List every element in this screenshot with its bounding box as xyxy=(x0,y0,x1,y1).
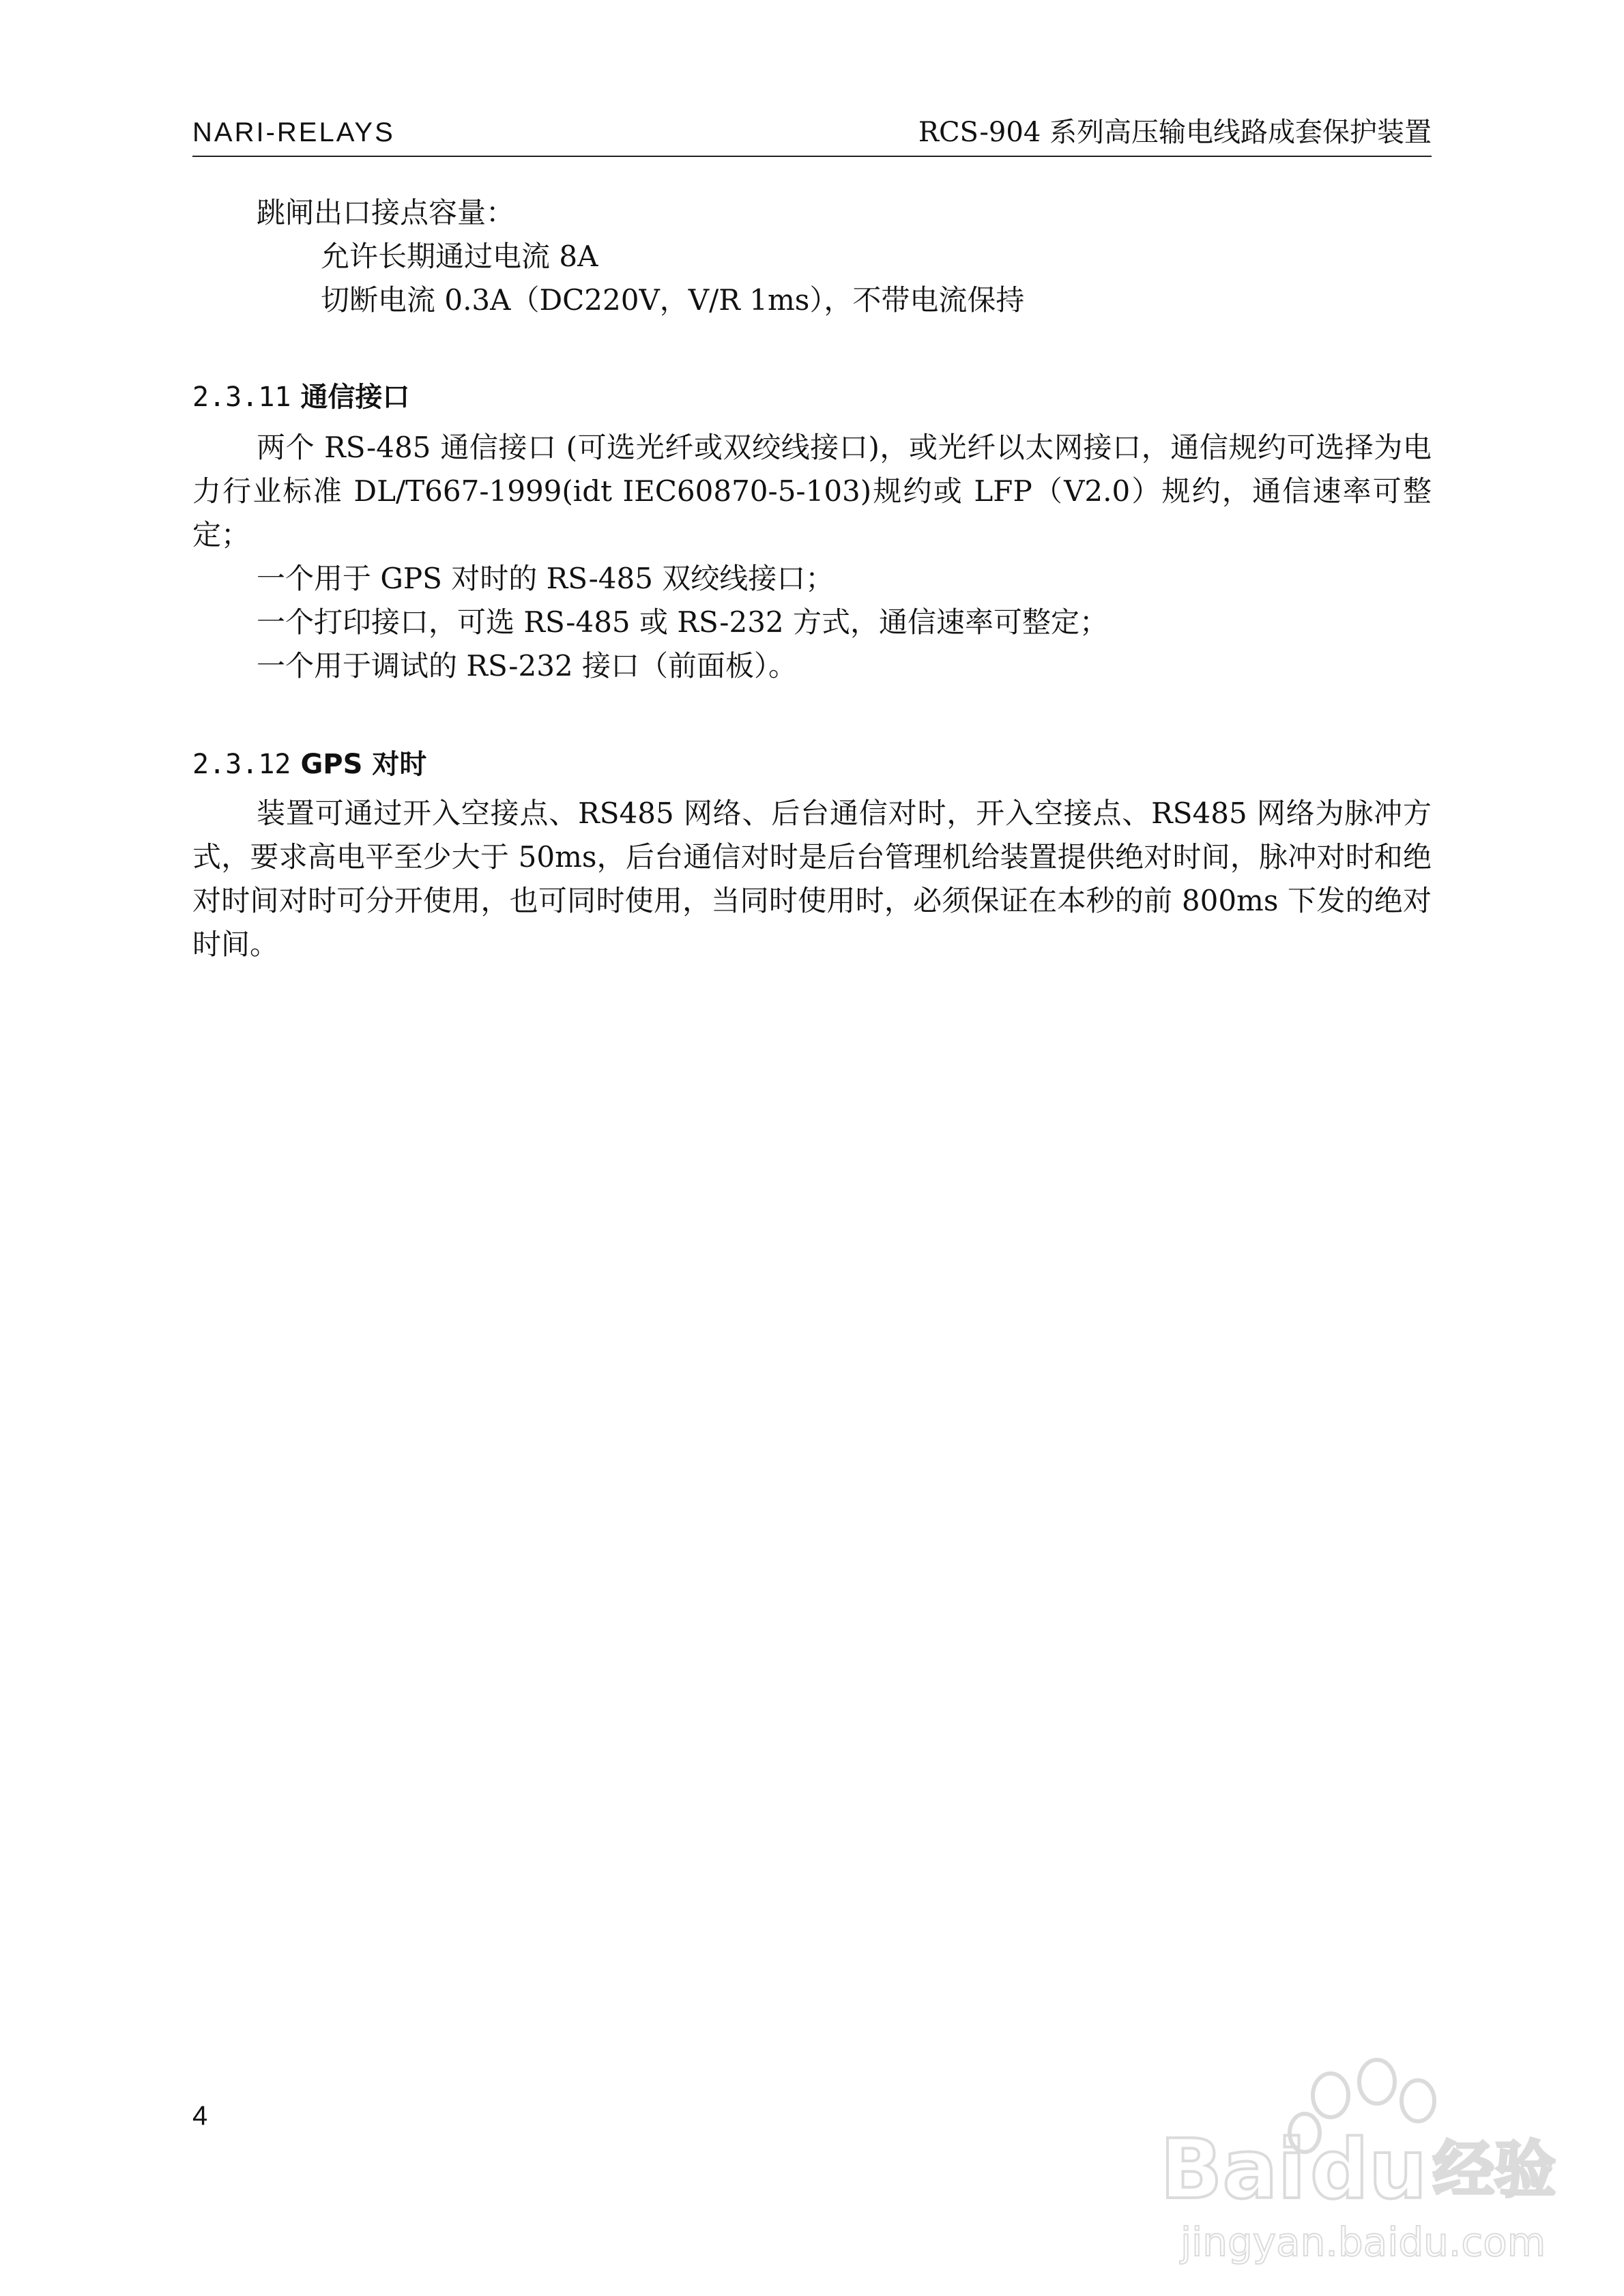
comm-item: 一个打印接口，可选 RS-485 或 RS-232 方式，通信速率可整定； xyxy=(257,605,1108,639)
trip-contact-item: 切断电流 0.3A（DC220V，V/R 1ms），不带电流保持 xyxy=(321,283,1025,317)
header-company: NARI-RELAYS xyxy=(192,117,395,147)
section-heading-gps xyxy=(192,744,426,785)
section-heading-comm xyxy=(192,377,409,418)
comm-item: 一个用于调试的 RS-232 接口（前面板）。 xyxy=(257,649,797,683)
svg-text:Bai: Bai xyxy=(1160,2123,1306,2218)
section-number: 2.3.11 xyxy=(192,382,291,413)
trip-contact-item: 允许长期通过电流 8A xyxy=(321,240,598,273)
comm-item: 一个用于 GPS 对时的 RS-485 双绞线接口； xyxy=(257,562,835,595)
header-divider xyxy=(192,156,1432,157)
section-title: GPS 对时 xyxy=(300,749,427,780)
baidu-watermark-logo xyxy=(1160,2048,1569,2273)
trip-contact-title: 跳闸出口接点容量： xyxy=(257,196,515,229)
section-number: 2.3.12 xyxy=(192,749,291,780)
gps-paragraph: 装置可通过开入空接点、RS485 网络、后台通信对时，开入空接点、RS485 网络为脉冲方式，要求高电平至少大于 50ms，后台通信对时是后台管理机给装置提供绝对时间，脉冲对时和绝对时间对时可分开使用，也可同时使用，当同时使用时，必须保证在本秒的前 800ms 下发的绝对时间。 xyxy=(192,797,1432,961)
section-title: 通信接口 xyxy=(300,382,410,413)
svg-text:经验: 经验 xyxy=(1433,2134,1556,2206)
comm-paragraph: 两个 RS-485 通信接口 (可选光纤或双绞线接口)，或光纤以太网接口，通信规约可选择为电力行业标准 DL/T667-1999(idt IEC60870-5-103)规约或 LFP（V2.0）规约，通信速率可整定； xyxy=(192,431,1432,551)
svg-text:du: du xyxy=(1310,2123,1427,2218)
header-document-title: RCS-904 系列高压输电线路成套保护装置 xyxy=(918,117,1432,148)
watermark-url: jingyan.baidu.com xyxy=(1180,2219,1546,2265)
page-number: 4 xyxy=(192,2101,208,2131)
